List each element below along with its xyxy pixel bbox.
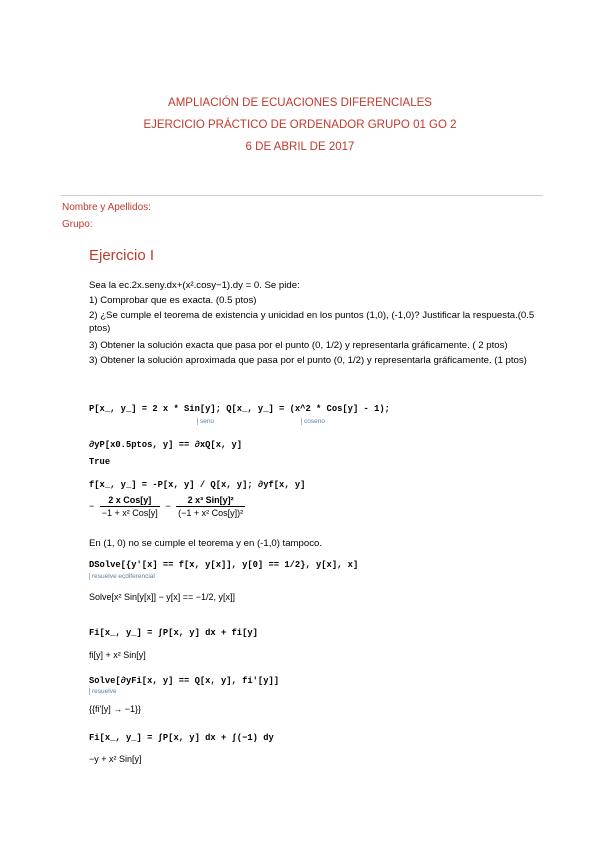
- name-label: Nombre y Apellidos:: [62, 202, 151, 213]
- item-4: 3) Obtener la solución aproximada que pasa por el punto (0, 1/2) y representarla gráficamente. (1 ptos): [89, 355, 527, 366]
- out3-num2: 2 x³ Sin[y]²: [176, 495, 245, 507]
- input-cell-2[interactable]: ∂yP[x0.5ptos, y] == ∂xQ[x, y]: [89, 440, 243, 450]
- output-cell-7: −y + x² Sin[y]: [89, 754, 142, 764]
- statement: Sea la ec.2x.seny.dx+(x².cosy−1).dy = 0. Se pide:: [89, 280, 300, 291]
- exercise-subtitle: EJERCICIO PRÁCTICO DE ORDENADOR GRUPO 01 GO 2: [143, 119, 457, 131]
- hint-coseno: coseno: [301, 418, 325, 425]
- output-cell-3: − $\frac{\text{2 x Cos[y]}}{\text{−1 + x² Cos[y]}}$ − $\frac{\text{2 x³ Sin[y]²}}{\text{(−1 + x² Cos[y])²}}$: [89, 495, 244, 518]
- out3-num1: 2 x Cos[y]: [100, 495, 160, 507]
- hint-dsolve: resuelve ecdiferencial: [89, 573, 155, 580]
- input-cell-6[interactable]: Solve[∂yFi[x, y] == Q[x, y], fi'[y]]: [89, 676, 280, 686]
- input-cell-4[interactable]: DSolve[{y'[x] == f[x, y[x]], y[0] == 1/2}, y[x], x]: [89, 560, 359, 570]
- hint-seno: seno: [197, 418, 214, 425]
- input-cell-3[interactable]: f[x_, y_] = -P[x, y] / Q[x, y]; ∂yf[x, y]: [89, 480, 306, 490]
- item-1: 1) Comprobar que es exacta. (0.5 ptos): [89, 295, 257, 306]
- item-2: 2) ¿Se cumple el teorema de existencia y unicidad en los puntos (1,0), (-1,0)? Justificar la respuesta.(0.5 ptos): [89, 310, 535, 334]
- input-cell-5[interactable]: Fi[x_, y_] = ∫P[x, y] dx + fi[y]: [89, 628, 258, 638]
- divider: [61, 195, 543, 196]
- output-cell-4: Solve[x² Sin[y[x]] − y[x] == −1/2, y[x]]: [89, 592, 236, 602]
- output-cell-2: True: [89, 457, 111, 467]
- group-label: Grupo:: [62, 219, 93, 230]
- course-title: AMPLIACIÓN DE ECUACIONES DIFERENCIALES: [168, 97, 432, 109]
- out3-den2: (−1 + x² Cos[y])²: [178, 508, 244, 518]
- item-3: 3) Obtener la solución exacta que pasa por el punto (0, 1/2) y representarla gráficamente. ( 2 ptos): [89, 340, 508, 351]
- exercise-title: Ejercicio I: [89, 247, 155, 264]
- output-cell-6: {{fi'[y] → −1}}: [89, 704, 142, 714]
- out3-den1: −1 + x² Cos[y]: [101, 508, 158, 518]
- exam-date: 6 DE ABRIL DE 2017: [245, 141, 355, 153]
- remark: En (1, 0) no se cumple el teorema y en (-1,0) tampoco.: [89, 538, 323, 549]
- input-cell-1[interactable]: P[x_, y_] = 2 x * Sin[y]; Q[x_, y_] = (x^2 * Cos[y] - 1);: [89, 404, 390, 414]
- input-cell-7[interactable]: Fi[x_, y_] = ∫P[x, y] dx + ∫(−1) dy: [89, 733, 274, 743]
- hint-solve: resuelve: [89, 688, 117, 695]
- output-cell-5: fi[y] + x² Sin[y]: [89, 650, 146, 660]
